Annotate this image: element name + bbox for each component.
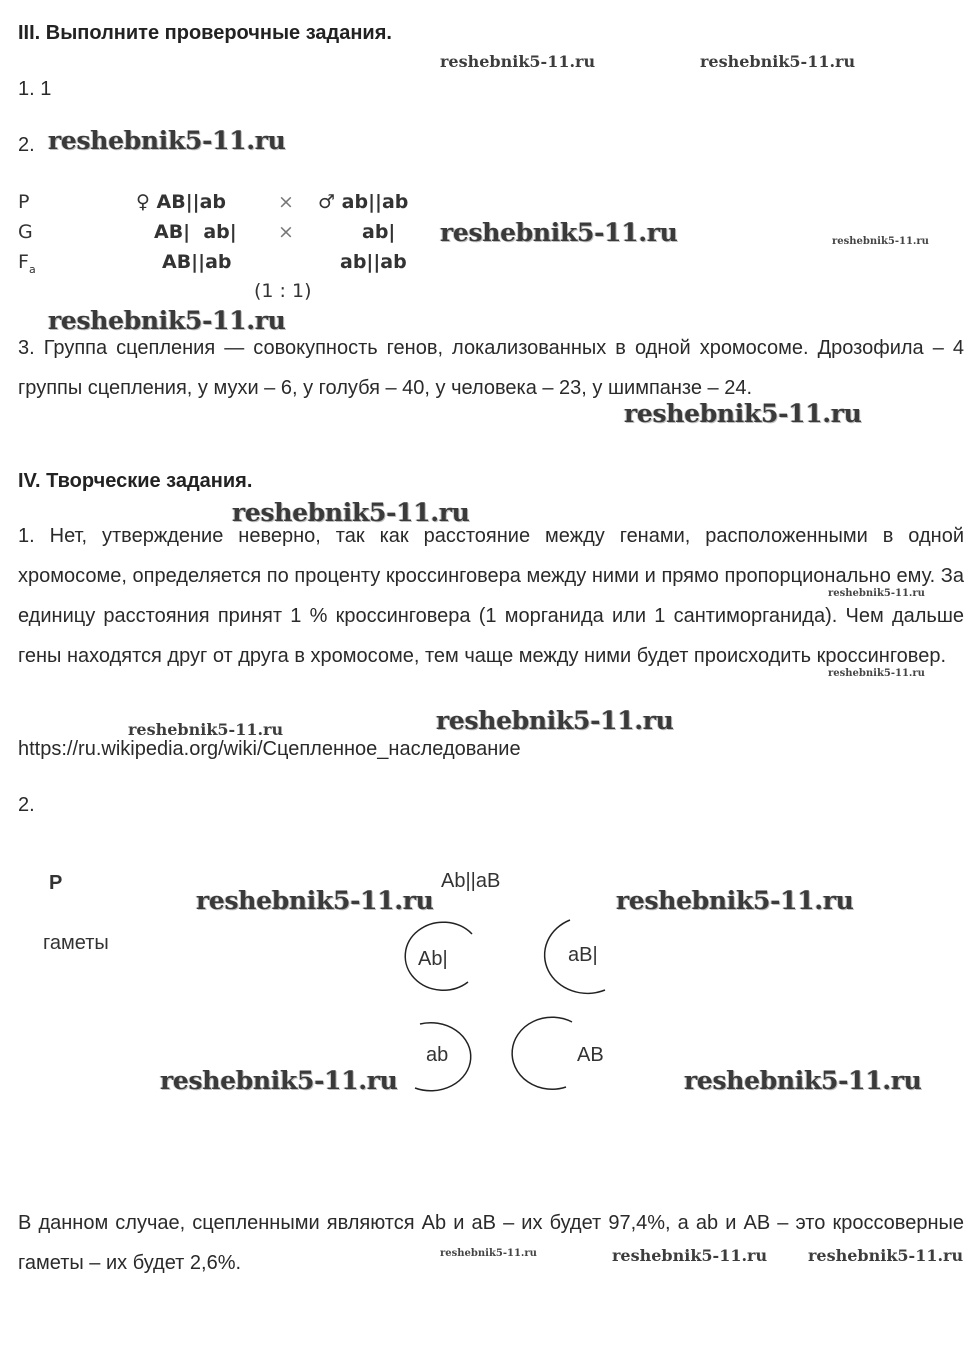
diagram-p-label: P <box>49 872 63 894</box>
answer-4-2-number: 2. <box>18 794 35 816</box>
watermark: reshebnik5-11.ru <box>440 218 678 247</box>
scheme-g-cross: × <box>278 221 294 243</box>
scheme-g-label: G <box>18 221 33 243</box>
scheme-p-label: P <box>18 191 30 213</box>
gamete-ab-linked-2: aB| <box>568 944 598 966</box>
answer-3-1: 1. 1 <box>18 78 52 100</box>
watermark: reshebnik5-11.ru <box>48 306 286 335</box>
watermark: reshebnik5-11.ru <box>624 399 862 428</box>
watermark: reshebnik5-11.ru <box>828 588 925 599</box>
gamete-circle-4 <box>512 1017 572 1089</box>
answer-3-3: 3. Группа сцепления — совокупность генов, локализованных в одной хромосоме. Дрозофила – 4 группы сцепления, у мухи – 6, у голубя – 40, у человека – 23, у шимпанзе – 24. <box>18 337 964 399</box>
answer-4-1: 1. Нет, утверждение неверно, так как расстояние между генами, расположенными в одной хромосоме, определяется по проценту кроссинговера между ними и прямо пропорционально ему. За единицу расстояния принят 1 % кроссинговера (1 морганида или 1 сантиморганида). Чем дальше гены находятся друг от друга в хромосоме, тем чаще между ними будет происходить кроссинговер. <box>18 525 964 667</box>
watermark: reshebnik5-11.ru <box>196 886 434 915</box>
watermark: reshebnik5-11.ru <box>700 52 856 71</box>
gamete-crossover-1: ab <box>426 1044 449 1066</box>
watermark: reshebnik5-11.ru <box>48 126 286 155</box>
scheme-ratio: (1 : 1) <box>254 280 312 302</box>
watermark: reshebnik5-11.ru <box>440 1248 537 1259</box>
watermark: reshebnik5-11.ru <box>436 706 674 735</box>
gamete-ab-linked-1: Ab| <box>418 948 448 970</box>
watermark: reshebnik5-11.ru <box>616 886 854 915</box>
watermark: reshebnik5-11.ru <box>828 668 925 679</box>
section-4-heading: IV. Творческие задания. <box>18 470 253 492</box>
scheme-p-female: ♀ AB||ab <box>136 191 227 213</box>
wiki-link[interactable]: https://ru.wikipedia.org/wiki/Сцепленное_наследование <box>18 738 521 760</box>
answer-4-2-conclusion: В данном случае, сцепленными являются Ab и aB – их будет 97,4%, а ab и AB – это кроссоверные гаметы – их будет 2,6%. <box>18 1212 964 1274</box>
scheme-p-male: ♂ ab||ab <box>318 191 409 213</box>
watermark: reshebnik5-11.ru <box>232 498 470 527</box>
gamete-crossover-2: AB <box>577 1044 604 1066</box>
answer-3-2-number: 2. <box>18 134 35 156</box>
scheme-f-right: ab||ab <box>340 251 407 273</box>
scheme-p-cross: × <box>278 191 294 213</box>
watermark: reshebnik5-11.ru <box>128 720 284 739</box>
watermark: reshebnik5-11.ru <box>612 1246 768 1265</box>
watermark: reshebnik5-11.ru <box>160 1066 398 1095</box>
diagram-parent-genotype: Ab||aB <box>441 870 501 892</box>
section-3-heading: III. Выполните проверочные задания. <box>18 22 392 44</box>
scheme-f-left: AB||ab <box>162 251 232 273</box>
watermark: reshebnik5-11.ru <box>684 1066 922 1095</box>
scheme-g-left: AB| ab| <box>154 221 237 243</box>
watermark: reshebnik5-11.ru <box>832 236 929 247</box>
watermark: reshebnik5-11.ru <box>440 52 596 71</box>
diagram-gametes-label: гаметы <box>43 932 109 954</box>
scheme-f-label: $F_а$ <box>18 251 36 276</box>
scheme-g-right: ab| <box>362 221 396 243</box>
watermark: reshebnik5-11.ru <box>808 1246 964 1265</box>
